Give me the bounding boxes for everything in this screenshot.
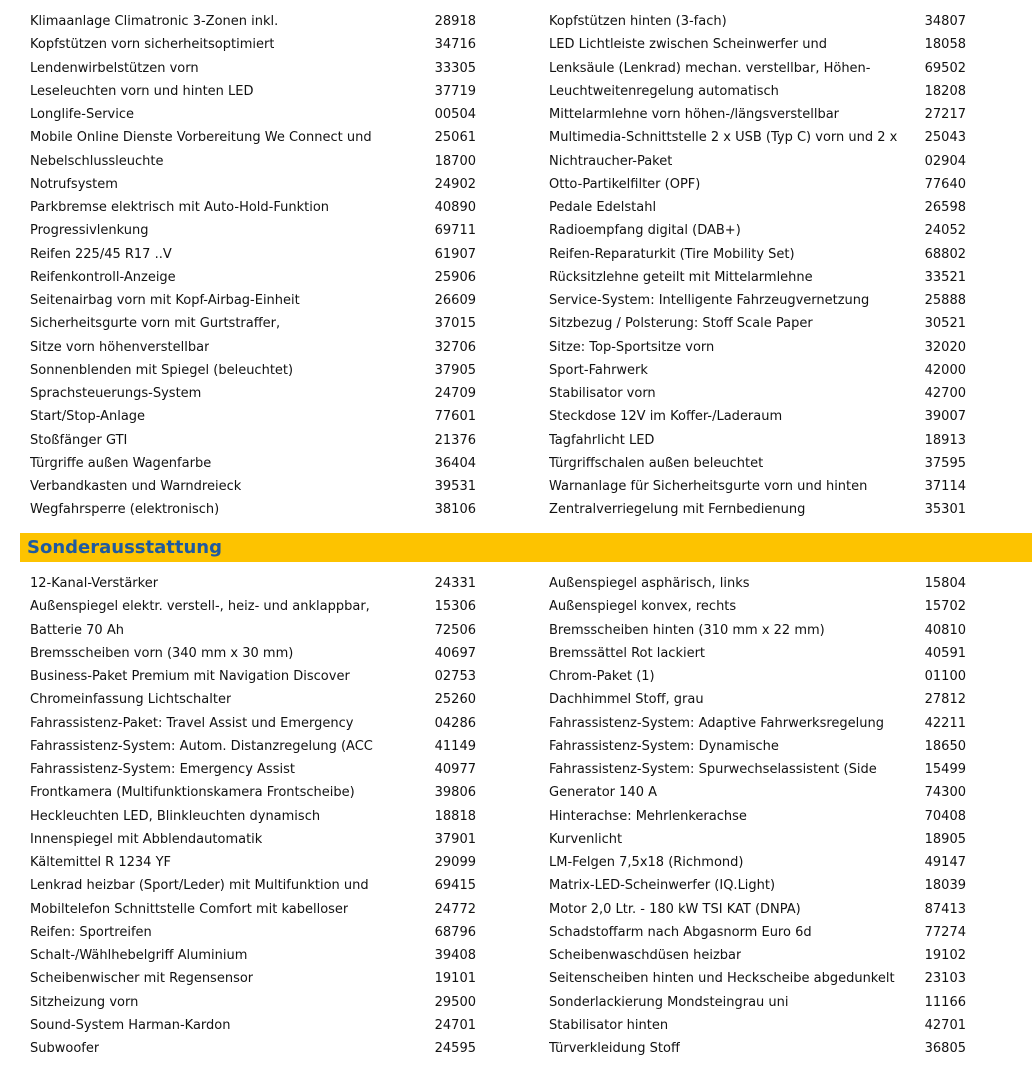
equipment-name: Start/Stop-Anlage: [30, 409, 146, 425]
equipment-name: Reifen 225/45 R17 ..V: [30, 246, 172, 262]
equipment-code: 15804: [924, 576, 966, 591]
equipment-name: Türverkleidung Stoff: [549, 1041, 680, 1056]
equipment-row: [30, 665, 476, 688]
equipment-code: 37015: [434, 316, 476, 332]
equipment-row: [30, 572, 476, 595]
equipment-row: [30, 312, 476, 335]
equipment-code: 34807: [924, 14, 966, 29]
equipment-row: [549, 219, 966, 242]
equipment-name: Parkbremse elektrisch mit Auto-Hold-Funktion: [30, 200, 330, 215]
equipment-row: [549, 336, 966, 359]
equipment-code: 77601: [434, 409, 476, 425]
equipment-code: 41149: [434, 738, 476, 754]
equipment-code: 28918: [434, 14, 476, 29]
equipment-row: [30, 10, 476, 33]
equipment-name: Business-Paket Premium mit Navigation Discover: [30, 669, 350, 684]
equipment-name: Multimedia-Schnittstelle 2 x USB (Typ C) vorn und 2 x: [549, 130, 898, 146]
equipment-name: Warnanlage für Sicherheitsgurte vorn und hinten: [549, 479, 868, 494]
equipment-row: [549, 33, 966, 56]
equipment-row: [549, 405, 966, 428]
equipment-name: Lenkrad heizbar (Sport/Leder) mit Multifunktion und: [30, 878, 369, 894]
equipment-name: Fahrassistenz-Paket: Travel Assist und Emergency: [30, 715, 354, 731]
equipment-code: 68796: [434, 924, 476, 940]
equipment-name: Heckleuchten LED, Blinkleuchten dynamisch: [30, 808, 321, 824]
equipment-name: Pedale Edelstahl: [549, 200, 657, 215]
equipment-code: 32706: [434, 339, 476, 355]
equipment-code: 40591: [924, 645, 966, 661]
equipment-code: 33521: [924, 269, 966, 285]
equipment-row: [549, 382, 966, 405]
equipment-name: Bremsscheiben vorn (340 mm x 30 mm): [30, 645, 294, 661]
equipment-name: Mobile Online Dienste Vorbereitung We Connect und: [30, 130, 372, 146]
equipment-row: [30, 898, 476, 921]
equipment-name: Stoßfänger GTI: [30, 432, 128, 448]
equipment-name: Matrix-LED-Scheinwerfer (IQ.Light): [549, 878, 776, 894]
standard-equipment-left-column: [30, 10, 476, 522]
equipment-code: 69502: [924, 60, 966, 76]
equipment-name: Bremssättel Rot lackiert: [549, 645, 706, 661]
equipment-row: [30, 475, 476, 498]
equipment-row: [549, 196, 966, 219]
equipment-code: 25888: [924, 293, 966, 308]
equipment-code: 11166: [924, 994, 966, 1010]
equipment-row: [549, 735, 966, 758]
equipment-code: 37114: [924, 479, 966, 494]
equipment-row: [549, 1014, 966, 1037]
equipment-code: 18208: [924, 83, 966, 99]
equipment-name: Longlife-Service: [30, 107, 134, 122]
equipment-code: 37719: [434, 83, 476, 99]
equipment-row: [30, 336, 476, 359]
equipment-row: [30, 619, 476, 642]
equipment-code: 26598: [924, 200, 966, 215]
equipment-row: [30, 429, 476, 452]
equipment-name: Klimaanlage Climatronic 3-Zonen inkl.: [30, 14, 279, 29]
equipment-code: 23103: [924, 971, 966, 987]
equipment-name: Fahrassistenz-System: Adaptive Fahrwerksregelung: [549, 715, 884, 731]
equipment-code: 36404: [434, 455, 476, 471]
equipment-name: 12-Kanal-Verstärker: [30, 576, 159, 591]
equipment-name: Chromeinfassung Lichtschalter: [30, 692, 232, 708]
equipment-code: 01100: [924, 669, 966, 684]
equipment-code: 35301: [924, 502, 966, 518]
equipment-row: [549, 429, 966, 452]
equipment-name: Hinterachse: Mehrlenkerachse: [549, 808, 747, 824]
equipment-code: 24701: [434, 1017, 476, 1033]
equipment-row: [549, 103, 966, 126]
equipment-row: [549, 898, 966, 921]
equipment-row: [549, 781, 966, 804]
equipment-code: 68802: [924, 246, 966, 262]
equipment-row: [30, 33, 476, 56]
equipment-name: Sicherheitsgurte vorn mit Gurtstraffer,: [30, 316, 281, 332]
equipment-row: [549, 688, 966, 711]
equipment-row: [30, 359, 476, 382]
equipment-row: [30, 874, 476, 897]
standard-equipment-list: [0, 10, 1032, 522]
equipment-code: 18913: [924, 432, 966, 448]
equipment-name: Verbandkasten und Warndreieck: [30, 479, 242, 494]
equipment-name: Bremsscheiben hinten (310 mm x 22 mm): [549, 622, 825, 638]
equipment-row: [30, 266, 476, 289]
equipment-row: [549, 805, 966, 828]
equipment-row: [30, 243, 476, 266]
equipment-row: [30, 735, 476, 758]
equipment-row: [549, 10, 966, 33]
equipment-code: 69415: [434, 878, 476, 894]
equipment-row: [30, 805, 476, 828]
equipment-name: Subwoofer: [30, 1041, 100, 1056]
equipment-code: 40810: [924, 622, 966, 638]
equipment-row: [30, 452, 476, 475]
special-equipment-right-column: [549, 572, 966, 1060]
equipment-code: 18039: [924, 878, 966, 894]
equipment-name: Reifenkontroll-Anzeige: [30, 269, 176, 285]
equipment-name: Leuchtweitenregelung automatisch: [549, 83, 779, 99]
equipment-row: [549, 967, 966, 990]
equipment-row: [30, 405, 476, 428]
equipment-row: [549, 475, 966, 498]
equipment-code: 49147: [924, 855, 966, 870]
equipment-name: Türgriffe außen Wagenfarbe: [30, 455, 212, 471]
equipment-row: [549, 991, 966, 1014]
equipment-row: [549, 126, 966, 149]
equipment-row: [549, 595, 966, 618]
equipment-name: Außenspiegel asphärisch, links: [549, 576, 750, 591]
equipment-code: 40890: [434, 200, 476, 215]
equipment-row: [549, 173, 966, 196]
equipment-row: [30, 103, 476, 126]
equipment-row: [30, 173, 476, 196]
equipment-row: [30, 758, 476, 781]
equipment-row: [30, 219, 476, 242]
equipment-name: Leseleuchten vorn und hinten LED: [30, 83, 254, 99]
equipment-name: Lendenwirbelstützen vorn: [30, 60, 199, 76]
equipment-row: [30, 851, 476, 874]
equipment-code: 15306: [434, 599, 476, 615]
equipment-name: Sound-System Harman-Kardon: [30, 1017, 231, 1033]
section-title: Sonderausstattung: [27, 537, 222, 558]
equipment-name: Stabilisator hinten: [549, 1017, 669, 1033]
equipment-row: [30, 828, 476, 851]
equipment-name: Türgriffschalen außen beleuchtet: [549, 455, 764, 471]
equipment-row: [30, 967, 476, 990]
equipment-name: Kopfstützen hinten (3-fach): [549, 14, 727, 29]
equipment-code: 87413: [924, 901, 966, 917]
equipment-code: 77640: [924, 176, 966, 192]
equipment-row: [549, 758, 966, 781]
equipment-code: 39806: [434, 785, 476, 801]
equipment-row: [30, 498, 476, 521]
equipment-name: Generator 140 A: [549, 785, 657, 801]
equipment-code: 27217: [924, 107, 966, 122]
equipment-row: [549, 828, 966, 851]
equipment-row: [549, 874, 966, 897]
equipment-code: 18700: [434, 153, 476, 169]
equipment-name: Mittelarmlehne vorn höhen-/längsverstellbar: [549, 107, 840, 122]
special-equipment-list: [0, 572, 1032, 1062]
equipment-code: 19102: [924, 948, 966, 963]
equipment-code: 32020: [924, 339, 966, 355]
special-equipment-left-column: [30, 572, 476, 1060]
equipment-code: 04286: [434, 715, 476, 731]
equipment-code: 24902: [434, 176, 476, 192]
equipment-code: 42700: [924, 386, 966, 401]
equipment-name: Batterie 70 Ah: [30, 622, 124, 638]
equipment-row: [30, 991, 476, 1014]
equipment-name: Mobiltelefon Schnittstelle Comfort mit kabelloser: [30, 901, 349, 917]
equipment-code: 42000: [924, 362, 966, 378]
equipment-row: [549, 572, 966, 595]
equipment-name: Sitze: Top-Sportsitze vorn: [549, 339, 715, 355]
equipment-name: Seitenscheiben hinten und Heckscheibe abgedunkelt: [549, 971, 895, 987]
equipment-code: 24595: [434, 1041, 476, 1056]
equipment-code: 29099: [434, 855, 476, 870]
equipment-name: Sitze vorn höhenverstellbar: [30, 339, 210, 355]
equipment-code: 37595: [924, 455, 966, 471]
equipment-code: 18650: [924, 738, 966, 754]
equipment-name: Frontkamera (Multifunktionskamera Frontscheibe): [30, 785, 355, 801]
equipment-code: 39007: [924, 409, 966, 425]
equipment-row: [30, 1037, 476, 1060]
equipment-code: 19101: [434, 971, 476, 987]
equipment-code: 40977: [434, 762, 476, 777]
equipment-row: [549, 243, 966, 266]
equipment-code: 42701: [924, 1017, 966, 1033]
equipment-row: [30, 642, 476, 665]
equipment-name: Kurvenlicht: [549, 831, 623, 847]
equipment-code: 33305: [434, 60, 476, 76]
equipment-code: 38106: [434, 502, 476, 518]
equipment-code: 39408: [434, 948, 476, 963]
equipment-row: [549, 851, 966, 874]
equipment-name: Sonderlackierung Mondsteingrau uni: [549, 994, 789, 1010]
equipment-code: 74300: [924, 785, 966, 801]
equipment-row: [549, 619, 966, 642]
equipment-name: Fahrassistenz-System: Emergency Assist: [30, 762, 295, 777]
equipment-code: 37901: [434, 831, 476, 847]
equipment-name: Zentralverriegelung mit Fernbedienung: [549, 502, 806, 518]
equipment-row: [549, 289, 966, 312]
equipment-row: [30, 921, 476, 944]
equipment-row: [549, 498, 966, 521]
equipment-code: 18058: [924, 37, 966, 53]
equipment-row: [30, 150, 476, 173]
equipment-name: Radioempfang digital (DAB+): [549, 223, 741, 239]
equipment-name: Rücksitzlehne geteilt mit Mittelarmlehne: [549, 269, 813, 285]
equipment-row: [30, 595, 476, 618]
equipment-name: Fahrassistenz-System: Dynamische: [549, 738, 779, 754]
equipment-name: Schadstoffarm nach Abgasnorm Euro 6d: [549, 924, 812, 940]
equipment-code: 39531: [434, 479, 476, 494]
equipment-row: [549, 712, 966, 735]
equipment-code: 25043: [924, 130, 966, 146]
equipment-name: Reifen-Reparaturkit (Tire Mobility Set): [549, 246, 795, 262]
equipment-name: Sonnenblenden mit Spiegel (beleuchtet): [30, 362, 294, 378]
equipment-name: Fahrassistenz-System: Spurwechselassistent (Side: [549, 762, 877, 777]
equipment-code: 40697: [434, 645, 476, 661]
equipment-row: [30, 944, 476, 967]
equipment-name: Kältemittel R 1234 YF: [30, 855, 171, 870]
equipment-row: [549, 150, 966, 173]
equipment-name: Sitzbezug / Polsterung: Stoff Scale Paper: [549, 316, 813, 332]
equipment-name: LM-Felgen 7,5x18 (Richmond): [549, 855, 744, 870]
equipment-code: 61907: [434, 246, 476, 262]
equipment-name: Sitzheizung vorn: [30, 994, 139, 1010]
equipment-name: Seitenairbag vorn mit Kopf-Airbag-Einheit: [30, 293, 300, 308]
equipment-code: 72506: [434, 622, 476, 638]
equipment-code: 18818: [434, 808, 476, 824]
equipment-code: 42211: [924, 715, 966, 731]
equipment-code: 25260: [434, 692, 476, 708]
equipment-name: Service-System: Intelligente Fahrzeugvernetzung: [549, 293, 870, 308]
equipment-row: [30, 126, 476, 149]
equipment-code: 27812: [924, 692, 966, 708]
equipment-name: Motor 2,0 Ltr. - 180 kW TSI KAT (DNPA): [549, 901, 801, 917]
equipment-code: 02904: [924, 153, 966, 169]
equipment-row: [30, 712, 476, 735]
equipment-row: [30, 80, 476, 103]
equipment-name: Chrom-Paket (1): [549, 669, 655, 684]
equipment-name: LED Lichtleiste zwischen Scheinwerfer und: [549, 37, 828, 53]
equipment-name: Reifen: Sportreifen: [30, 924, 152, 940]
equipment-code: 02753: [434, 669, 476, 684]
equipment-row: [549, 921, 966, 944]
equipment-code: 26609: [434, 293, 476, 308]
equipment-name: Fahrassistenz-System: Autom. Distanzregelung (ACC: [30, 738, 373, 754]
equipment-name: Kopfstützen vorn sicherheitsoptimiert: [30, 37, 275, 53]
equipment-code: 24052: [924, 223, 966, 239]
equipment-row: [549, 80, 966, 103]
equipment-name: Otto-Partikelfilter (OPF): [549, 176, 701, 192]
equipment-name: Progressivlenkung: [30, 223, 149, 239]
equipment-name: Steckdose 12V im Koffer-/Laderaum: [549, 409, 783, 425]
equipment-name: Tagfahrlicht LED: [549, 432, 655, 448]
equipment-name: Wegfahrsperre (elektronisch): [30, 502, 220, 518]
equipment-name: Außenspiegel konvex, rechts: [549, 599, 737, 615]
equipment-code: 69711: [434, 223, 476, 239]
equipment-row: [30, 289, 476, 312]
section-header-bar: [20, 533, 1032, 562]
equipment-name: Scheibenwischer mit Regensensor: [30, 971, 254, 987]
equipment-row: [30, 57, 476, 80]
equipment-name: Nebelschlussleuchte: [30, 153, 164, 169]
equipment-code: 30521: [924, 316, 966, 332]
equipment-name: Außenspiegel elektr. verstell-, heiz- und anklappbar,: [30, 599, 370, 615]
equipment-name: Sport-Fahrwerk: [549, 362, 648, 378]
equipment-code: 34716: [434, 37, 476, 53]
equipment-row: [549, 266, 966, 289]
equipment-code: 29500: [434, 994, 476, 1010]
standard-equipment-right-column: [549, 10, 966, 522]
equipment-code: 36805: [924, 1041, 966, 1056]
equipment-row: [30, 382, 476, 405]
equipment-code: 18905: [924, 831, 966, 847]
equipment-row: [549, 944, 966, 967]
equipment-code: 21376: [434, 432, 476, 448]
equipment-row: [30, 781, 476, 804]
equipment-row: [30, 688, 476, 711]
equipment-row: [549, 1037, 966, 1060]
equipment-name: Sprachsteuerungs-System: [30, 386, 202, 401]
equipment-row: [549, 642, 966, 665]
equipment-code: 25906: [434, 269, 476, 285]
equipment-name: Stabilisator vorn: [549, 386, 656, 401]
equipment-code: 77274: [924, 924, 966, 940]
equipment-name: Lenksäule (Lenkrad) mechan. verstellbar, Höhen-: [549, 60, 871, 76]
equipment-code: 15499: [924, 762, 966, 777]
equipment-name: Innenspiegel mit Abblendautomatik: [30, 831, 263, 847]
equipment-row: [30, 196, 476, 219]
equipment-name: Nichtraucher-Paket: [549, 153, 673, 169]
equipment-row: [30, 1014, 476, 1037]
equipment-code: 24709: [434, 386, 476, 401]
equipment-code: 24772: [434, 901, 476, 917]
equipment-row: [549, 312, 966, 335]
equipment-code: 37905: [434, 362, 476, 378]
equipment-row: [549, 57, 966, 80]
equipment-code: 15702: [924, 599, 966, 615]
equipment-name: Notrufsystem: [30, 176, 118, 192]
equipment-row: [549, 665, 966, 688]
equipment-code: 24331: [434, 576, 476, 591]
equipment-code: 25061: [434, 130, 476, 146]
equipment-code: 70408: [924, 808, 966, 824]
equipment-name: Scheibenwaschdüsen heizbar: [549, 948, 742, 963]
equipment-row: [549, 359, 966, 382]
equipment-code: 00504: [434, 107, 476, 122]
equipment-row: [549, 452, 966, 475]
equipment-name: Dachhimmel Stoff, grau: [549, 692, 704, 708]
equipment-name: Schalt-/Wählhebelgriff Aluminium: [30, 948, 248, 963]
